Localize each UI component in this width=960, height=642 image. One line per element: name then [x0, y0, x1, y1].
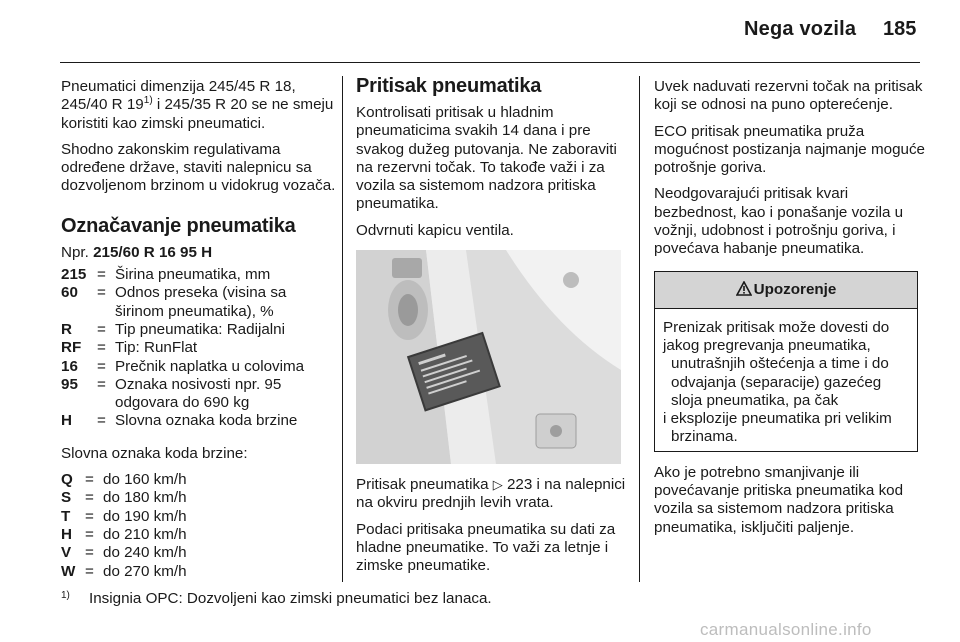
tire-code-row-value: Slovna oznaka koda brzine	[115, 412, 298, 430]
tire-code-row	[61, 284, 336, 321]
speed-code-row-key: Q	[61, 471, 73, 489]
column-2	[356, 75, 628, 584]
tire-code-row-value: Oznaka nosivosti npr. 95 odgovara do 690 kg	[115, 375, 282, 412]
tire-code-row	[61, 376, 336, 413]
speed-code-row-value: do 210 km/h	[103, 525, 187, 543]
section-heading-tire-pressure: Pritisak pneumatika	[356, 75, 542, 97]
speed-code-row-value: do 240 km/h	[103, 544, 187, 562]
column-3	[654, 78, 926, 545]
tire-code-row-equals: =	[97, 375, 106, 393]
warning-box	[654, 271, 918, 452]
paragraph-pressure-reference: Pritisak pneumatika ▷ 223 i na nalepnici na okviru prednjih levih vrata.	[356, 476, 626, 512]
speed-code-row-value: do 190 km/h	[103, 507, 187, 525]
header-divider	[60, 62, 920, 63]
door-frame-label-illustration	[356, 250, 621, 464]
warning-line-4: brzinama.	[671, 428, 738, 446]
warning-line-1: Prenizak pritisak može dovesti do jakog pregrevanja pneumatika,	[663, 318, 890, 354]
tire-code-row-key: 215	[61, 266, 87, 284]
speed-code-list	[61, 471, 336, 581]
footnote-ref: 1)	[143, 95, 153, 107]
speed-code-row-equals: =	[85, 562, 94, 580]
speed-code-row	[61, 563, 336, 581]
tire-code-row-equals: =	[97, 320, 106, 338]
tire-code-row	[61, 266, 336, 284]
footnote-mark: 1)	[61, 590, 70, 601]
warning-line-2: unutrašnjih oštećenja a time i do odvajanja (separacije) gazećeg sloja pneumatika, pa čak	[671, 355, 889, 409]
section-heading-tire-marking: Označavanje pneumatika	[61, 214, 296, 237]
paragraph-valve-cap: Odvrnuti kapicu ventila.	[356, 221, 514, 239]
paragraph-eco-pressure: ECO pritisak pneumatika pruža mogućnost postizanja najmanje moguće potrošnje goriva.	[654, 122, 926, 177]
tire-code-row-equals: =	[97, 266, 106, 284]
tire-code-row-value: Širina pneumatika, mm	[115, 266, 271, 284]
speed-code-row	[61, 544, 336, 562]
example-code-line: Npr. 215/60 R 16 95 H	[61, 243, 213, 261]
tire-code-row-key: RF	[61, 339, 82, 357]
column-divider-2	[639, 76, 640, 582]
warning-header	[655, 272, 917, 309]
tire-code-row-equals: =	[97, 339, 106, 357]
watermark: carmanualsonline.info	[700, 620, 872, 639]
tire-code-row-key: 16	[61, 357, 78, 375]
paragraph-check-pressure: Kontrolisati pritisak u hladnim pneumaticima svakih 14 dana i pre svakog dužeg putovanja. Ne zaboraviti na rezervni točak. To takođe važi i za vozila sa sistemom nadzora pritiska pneumatika.	[356, 104, 617, 213]
speed-code-row-key: S	[61, 489, 72, 507]
paragraph-tpms-ignition: Ako je potrebno smanjivanje ili povećavanje pritiska pneumatika kod vozila sa sistemom nadzora pritiska pneumatika, isključiti paljenje.	[654, 463, 904, 536]
speed-code-row-equals: =	[85, 525, 94, 543]
tire-code-list	[61, 266, 336, 431]
tire-code-row-key: R	[61, 320, 72, 338]
speed-code-row-key: V	[61, 544, 72, 562]
speed-code-row-equals: =	[85, 544, 94, 562]
arrow-ref-icon[interactable]: ▷	[492, 477, 503, 493]
paragraph-cold-tires: Podaci pritisaka pneumatika su dati za hladne pneumatike. To važi za letnje i zimske pneumatike.	[356, 520, 616, 575]
speed-code-row-key: H	[61, 525, 72, 543]
paragraph-spare-wheel: Uvek naduvati rezervni točak na pritisak koji se odnosi na puno opterećenje.	[654, 78, 923, 114]
speed-code-row-key: W	[61, 562, 76, 580]
column-1	[61, 78, 336, 581]
warning-title: Upozorenje	[753, 280, 837, 298]
tire-code-row-key: 95	[61, 375, 78, 393]
tire-code-row	[61, 358, 336, 376]
column-divider-1	[342, 76, 343, 582]
tire-code-row	[61, 321, 336, 339]
page-number: 185	[883, 18, 917, 40]
speed-code-row	[61, 489, 336, 507]
warning-line-3: i eksplozije pneumatika pri velikim	[663, 410, 892, 428]
tire-code-row-key: 60	[61, 284, 78, 302]
tire-code-row-value: Tip pneumatika: Radijalni	[115, 320, 285, 338]
tire-code-row-equals: =	[97, 284, 106, 302]
tire-code-row-key: H	[61, 412, 72, 430]
tire-code-row-value: Prečnik naplatka u colovima	[115, 357, 305, 375]
tire-code-row-value: Odnos preseka (visina sa širinom pneumatika), %	[115, 284, 287, 320]
tire-code-row-value: Tip: RunFlat	[115, 339, 198, 357]
speed-code-row-equals: =	[85, 471, 94, 489]
speed-code-row-equals: =	[85, 507, 94, 525]
speed-code-row	[61, 508, 336, 526]
tire-code-row-equals: =	[97, 357, 106, 375]
page-title: Nega vozila	[744, 18, 857, 40]
tire-code-row-equals: =	[97, 412, 106, 430]
footnote-text: Insignia OPC: Dozvoljeni kao zimski pneumatici bez lanaca.	[89, 590, 492, 607]
speed-code-row-key: T	[61, 507, 71, 525]
speed-code-row-value: do 270 km/h	[103, 562, 187, 580]
speed-code-intro: Slovna oznaka koda brzine:	[61, 444, 248, 462]
speed-code-row-equals: =	[85, 489, 94, 507]
tire-code-row	[61, 412, 336, 430]
paragraph-incorrect-pressure: Neodgovarajući pritisak kvari bezbednost, kao i ponašanje vozila u vožnji, udobnost i potrošnju goriva, i povećava habanje pneumatika.	[654, 185, 904, 258]
speed-code-row-value: do 180 km/h	[103, 489, 187, 507]
warning-body	[655, 309, 917, 451]
paragraph-speed-sticker: Shodno zakonskim regulativama određene države, staviti nalepnicu sa dozvoljenom brzinom u vidokrug vozača.	[61, 140, 336, 195]
warning-triangle-icon	[736, 274, 752, 310]
speed-code-row	[61, 471, 336, 489]
speed-code-row-value: do 160 km/h	[103, 471, 187, 489]
paragraph-tire-sizes: Pneumatici dimenzija 245/45 R 18, 245/40 R 19$^{1)}$ i 245/35 R 20 se ne smeju koristiti kao zimski pneumatici.	[61, 78, 334, 132]
tire-code-row	[61, 339, 336, 357]
speed-code-row	[61, 526, 336, 544]
